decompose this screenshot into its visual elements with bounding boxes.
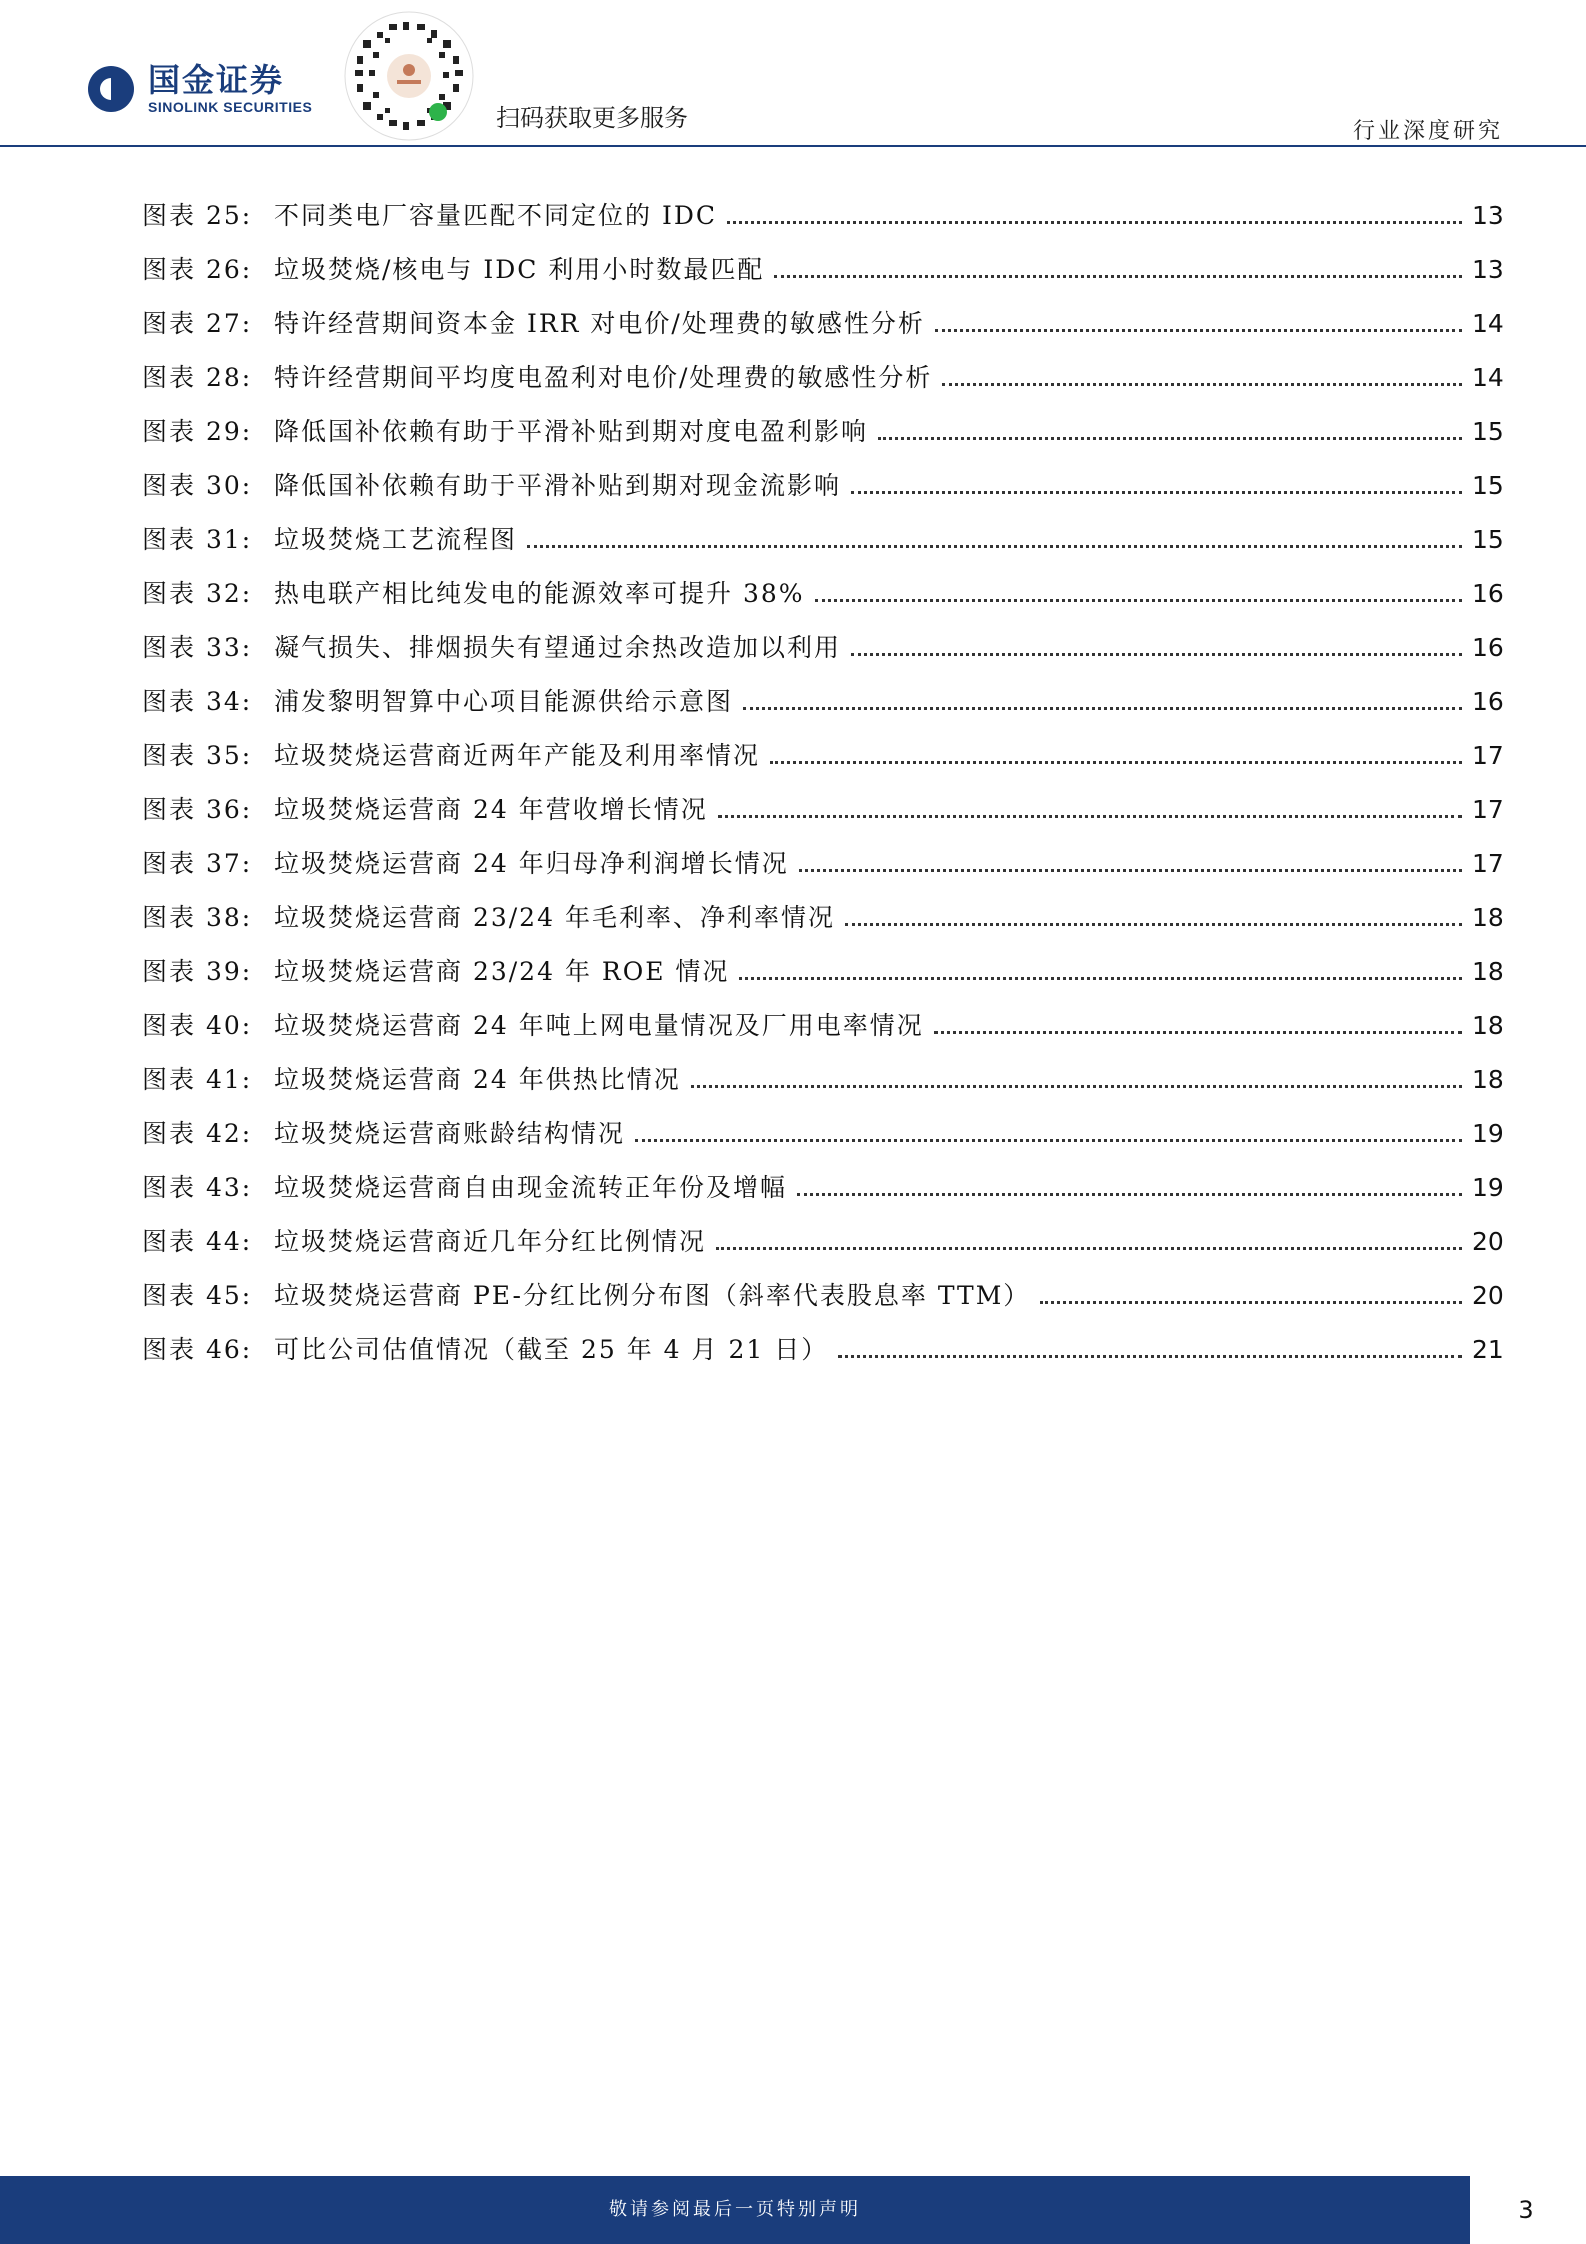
toc-entry-page: 16 — [1472, 633, 1504, 662]
page-header — [0, 0, 1586, 150]
header-divider — [0, 145, 1586, 147]
toc-entry-page: 15 — [1472, 417, 1504, 446]
toc-dot-leader — [718, 815, 1462, 818]
toc-entry-title: 可比公司估值情况（截至 25 年 4 月 21 日） — [274, 1335, 829, 1364]
toc-dot-leader — [799, 869, 1462, 872]
toc-entry-title: 垃圾焚烧工艺流程图 — [274, 525, 518, 554]
logo-text — [148, 62, 312, 116]
toc-entry[interactable] — [142, 1006, 1502, 1060]
toc-entry[interactable] — [142, 1276, 1502, 1330]
logo-name-en: SINOLINK SECURITIES — [148, 99, 313, 115]
toc-dot-leader — [851, 491, 1462, 494]
toc-entry-label: 图表 37: — [142, 849, 253, 878]
qr-code-icon[interactable] — [343, 10, 475, 142]
toc-entry-title: 特许经营期间平均度电盈利对电价/处理费的敏感性分析 — [274, 363, 933, 392]
toc-dot-leader — [691, 1085, 1462, 1088]
toc-entry-title: 垃圾焚烧运营商近几年分红比例情况 — [274, 1227, 707, 1256]
toc-dot-leader — [942, 383, 1462, 386]
toc-entry-page: 16 — [1472, 579, 1504, 608]
toc-entry-title: 特许经营期间资本金 IRR 对电价/处理费的敏感性分析 — [274, 309, 925, 338]
toc-dot-leader — [934, 1031, 1462, 1034]
company-logo — [86, 62, 312, 116]
toc-entry-label: 图表 41: — [142, 1065, 253, 1094]
toc-entry[interactable] — [142, 412, 1502, 466]
toc-entry[interactable] — [142, 466, 1502, 520]
toc-dot-leader — [815, 599, 1462, 602]
toc-entry-title: 垃圾焚烧运营商账龄结构情况 — [274, 1119, 626, 1148]
toc-entry-page: 17 — [1472, 849, 1504, 878]
toc-dot-leader — [727, 221, 1462, 224]
logo-name-cn: 国金证券 — [148, 61, 285, 99]
toc-entry[interactable] — [142, 196, 1502, 250]
toc-entry-label: 图表 36: — [142, 795, 253, 824]
qr-caption: 扫码获取更多服务 — [496, 104, 688, 132]
toc-dot-leader — [743, 707, 1462, 710]
toc-entry-label: 图表 32: — [142, 579, 253, 608]
table-of-figures — [142, 196, 1502, 1384]
toc-entry-label: 图表 39: — [142, 957, 253, 986]
toc-entry-title: 垃圾焚烧/核电与 IDC 利用小时数最匹配 — [274, 255, 765, 284]
toc-entry-label: 图表 34: — [142, 687, 253, 716]
toc-entry-title: 垃圾焚烧运营商近两年产能及利用率情况 — [274, 741, 761, 770]
toc-entry-page: 14 — [1472, 309, 1504, 338]
toc-entry-page: 16 — [1472, 687, 1504, 716]
toc-entry[interactable] — [142, 250, 1502, 304]
toc-entry-label: 图表 43: — [142, 1173, 253, 1202]
toc-dot-leader — [716, 1247, 1462, 1250]
toc-entry-page: 20 — [1472, 1281, 1504, 1310]
toc-entry-title: 垃圾焚烧运营商 24 年营收增长情况 — [274, 795, 708, 824]
toc-entry-label: 图表 27: — [142, 309, 253, 338]
toc-entry-label: 图表 31: — [142, 525, 253, 554]
toc-entry-label: 图表 30: — [142, 471, 253, 500]
toc-dot-leader — [739, 977, 1462, 980]
toc-entry-label: 图表 40: — [142, 1011, 253, 1040]
toc-dot-leader — [797, 1193, 1462, 1196]
toc-entry[interactable] — [142, 790, 1502, 844]
toc-entry-label: 图表 25: — [142, 201, 253, 230]
page-footer — [0, 2176, 1586, 2244]
toc-entry-page: 13 — [1472, 255, 1504, 284]
page-number: 3 — [1518, 2196, 1534, 2224]
toc-entry-page: 18 — [1472, 903, 1504, 932]
toc-entry-page: 21 — [1472, 1335, 1504, 1364]
toc-entry[interactable] — [142, 1168, 1502, 1222]
footer-disclaimer: 敬请参阅最后一页特别声明 — [609, 2199, 861, 2220]
toc-entry-title: 垃圾焚烧运营商 PE-分红比例分布图（斜率代表股息率 TTM） — [274, 1281, 1031, 1310]
sinolink-logo-icon — [86, 64, 136, 114]
toc-entry-page: 18 — [1472, 957, 1504, 986]
toc-entry-label: 图表 38: — [142, 903, 253, 932]
toc-entry-title: 垃圾焚烧运营商 24 年归母净利润增长情况 — [274, 849, 789, 878]
toc-entry-page: 15 — [1472, 525, 1504, 554]
toc-entry-label: 图表 46: — [142, 1335, 253, 1364]
toc-entry-title: 垃圾焚烧运营商 24 年供热比情况 — [274, 1065, 681, 1094]
toc-entry[interactable] — [142, 628, 1502, 682]
toc-entry-page: 17 — [1472, 795, 1504, 824]
toc-entry-label: 图表 28: — [142, 363, 253, 392]
toc-entry-label: 图表 35: — [142, 741, 253, 770]
toc-entry-label: 图表 44: — [142, 1227, 253, 1256]
toc-entry-title: 垃圾焚烧运营商自由现金流转正年份及增幅 — [274, 1173, 788, 1202]
toc-dot-leader — [1040, 1301, 1462, 1304]
toc-entry[interactable] — [142, 736, 1502, 790]
toc-entry[interactable] — [142, 1060, 1502, 1114]
toc-entry-title: 凝气损失、排烟损失有望通过余热改造加以利用 — [274, 633, 842, 662]
toc-entry-label: 图表 45: — [142, 1281, 253, 1310]
toc-entry-page: 18 — [1472, 1011, 1504, 1040]
toc-dot-leader — [878, 437, 1462, 440]
report-type: 行业深度研究 — [1352, 119, 1503, 144]
toc-entry-title: 垃圾焚烧运营商 23/24 年毛利率、净利率情况 — [274, 903, 835, 932]
toc-entry-label: 图表 42: — [142, 1119, 253, 1148]
toc-dot-leader — [774, 275, 1462, 278]
toc-entry-title: 降低国补依赖有助于平滑补贴到期对度电盈利影响 — [274, 417, 869, 446]
toc-entry[interactable] — [142, 304, 1502, 358]
toc-entry-page: 17 — [1472, 741, 1504, 770]
toc-entry-page: 19 — [1472, 1119, 1504, 1148]
toc-entry-page: 14 — [1472, 363, 1504, 392]
toc-entry-label: 图表 29: — [142, 417, 253, 446]
toc-entry[interactable] — [142, 520, 1502, 574]
toc-dot-leader — [845, 923, 1462, 926]
toc-entry[interactable] — [142, 898, 1502, 952]
toc-dot-leader — [935, 329, 1462, 332]
toc-entry[interactable] — [142, 1330, 1502, 1384]
toc-entry-page: 15 — [1472, 471, 1504, 500]
toc-entry-title: 不同类电厂容量匹配不同定位的 IDC — [274, 201, 717, 230]
toc-entry-title: 垃圾焚烧运营商 23/24 年 ROE 情况 — [274, 957, 730, 986]
toc-entry[interactable] — [142, 952, 1502, 1006]
toc-entry-page: 18 — [1472, 1065, 1504, 1094]
toc-entry-page: 19 — [1472, 1173, 1504, 1202]
toc-entry-label: 图表 33: — [142, 633, 253, 662]
toc-dot-leader — [770, 761, 1462, 764]
toc-entry-title: 浦发黎明智算中心项目能源供给示意图 — [274, 687, 734, 716]
toc-entry[interactable] — [142, 358, 1502, 412]
toc-entry[interactable] — [142, 1114, 1502, 1168]
toc-entry[interactable] — [142, 574, 1502, 628]
toc-entry-label: 图表 26: — [142, 255, 253, 284]
toc-dot-leader — [838, 1355, 1462, 1358]
toc-entry-title: 垃圾焚烧运营商 24 年吨上网电量情况及厂用电率情况 — [274, 1011, 924, 1040]
toc-entry[interactable] — [142, 1222, 1502, 1276]
toc-dot-leader — [851, 653, 1462, 656]
toc-entry-title: 降低国补依赖有助于平滑补贴到期对现金流影响 — [274, 471, 842, 500]
toc-entry-page: 13 — [1472, 201, 1504, 230]
toc-entry[interactable] — [142, 844, 1502, 898]
toc-entry[interactable] — [142, 682, 1502, 736]
toc-dot-leader — [635, 1139, 1462, 1142]
toc-entry-page: 20 — [1472, 1227, 1504, 1256]
toc-entry-title: 热电联产相比纯发电的能源效率可提升 38% — [274, 579, 805, 608]
toc-dot-leader — [527, 545, 1462, 548]
